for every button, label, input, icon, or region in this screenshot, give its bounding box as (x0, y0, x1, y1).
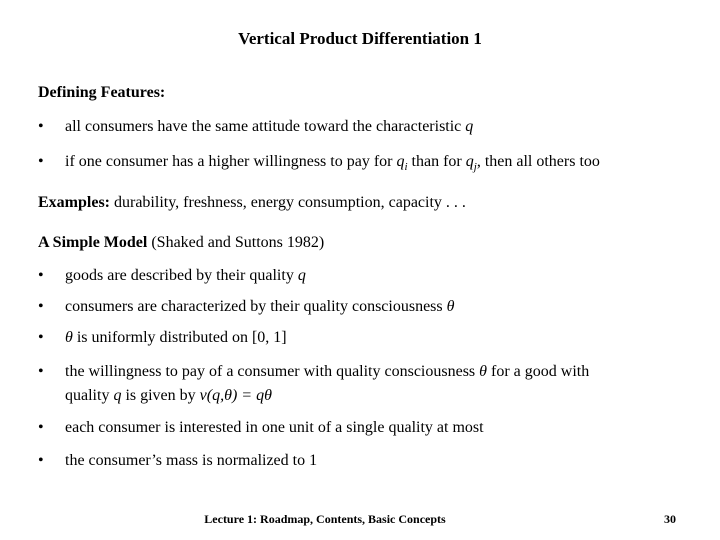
var-theta: θ (479, 363, 488, 380)
model-item-3-text: is uniformly distributed on [0, 1] (72, 329, 287, 346)
var-q-i: q (396, 153, 405, 170)
var-q: q (113, 387, 122, 404)
model-heading: A Simple Model (38, 234, 148, 251)
model-item-4-mid: is given by (121, 387, 200, 404)
var-q: q (297, 267, 306, 284)
model-line (38, 233, 324, 253)
model-item-4-text-2: quality (65, 387, 114, 404)
model-item-4-line-2 (65, 386, 272, 406)
defining-item-1-text: all consumers have the same attitude toward the characteristic (65, 118, 466, 135)
wtp-formula: v(q,θ) = qθ (199, 387, 272, 404)
defining-item-2 (65, 152, 600, 177)
model-item-3 (65, 328, 287, 348)
page-number: 30 (664, 512, 676, 526)
model-item-1-text: goods are described by their quality (65, 267, 298, 284)
model-citation: (Shaked and Suttons 1982) (147, 234, 325, 251)
model-item-6: the consumer’s mass is normalized to 1 (65, 452, 318, 469)
model-item-1 (65, 266, 306, 286)
bullet-icon: • (38, 267, 44, 284)
bullet-icon: • (38, 363, 44, 380)
subscript-i: i (404, 161, 408, 174)
var-q: q (465, 118, 474, 135)
bullet-icon: • (38, 298, 44, 315)
slide-title: Vertical Product Differentiation 1 (238, 29, 482, 48)
model-item-4-text-1: the willingness to pay of a consumer with quality consciousness (65, 363, 480, 380)
defining-item-1 (65, 117, 473, 137)
bullet-icon: • (38, 452, 44, 469)
bullet-icon: • (38, 329, 44, 346)
model-item-4-line-1 (65, 362, 589, 382)
model-item-4-tail: for a good with (487, 363, 590, 380)
examples-heading: Examples: (38, 194, 110, 211)
bullet-icon: • (38, 118, 44, 135)
defining-features-heading: Defining Features: (38, 84, 166, 101)
defining-item-2-part-1: if one consumer has a higher willingness to pay for (65, 153, 397, 170)
defining-item-2-part-3: , then all others too (476, 153, 600, 170)
var-theta: θ (446, 298, 455, 315)
examples-line (38, 193, 466, 213)
defining-item-2-part-2: than for (407, 153, 466, 170)
footer-lecture-title: Lecture 1: Roadmap, Contents, Basic Concepts (204, 512, 446, 526)
model-item-5: each consumer is interested in one unit of a single quality at most (65, 419, 484, 436)
model-item-2-text: consumers are characterized by their quality consciousness (65, 298, 447, 315)
var-q-j: q (465, 153, 474, 170)
var-theta: θ (65, 329, 73, 346)
subscript-j: j (473, 161, 477, 174)
model-item-2 (65, 297, 455, 317)
bullet-icon: • (38, 153, 44, 170)
bullet-icon: • (38, 419, 44, 436)
examples-text: durability, freshness, energy consumption, capacity . . . (110, 194, 466, 211)
